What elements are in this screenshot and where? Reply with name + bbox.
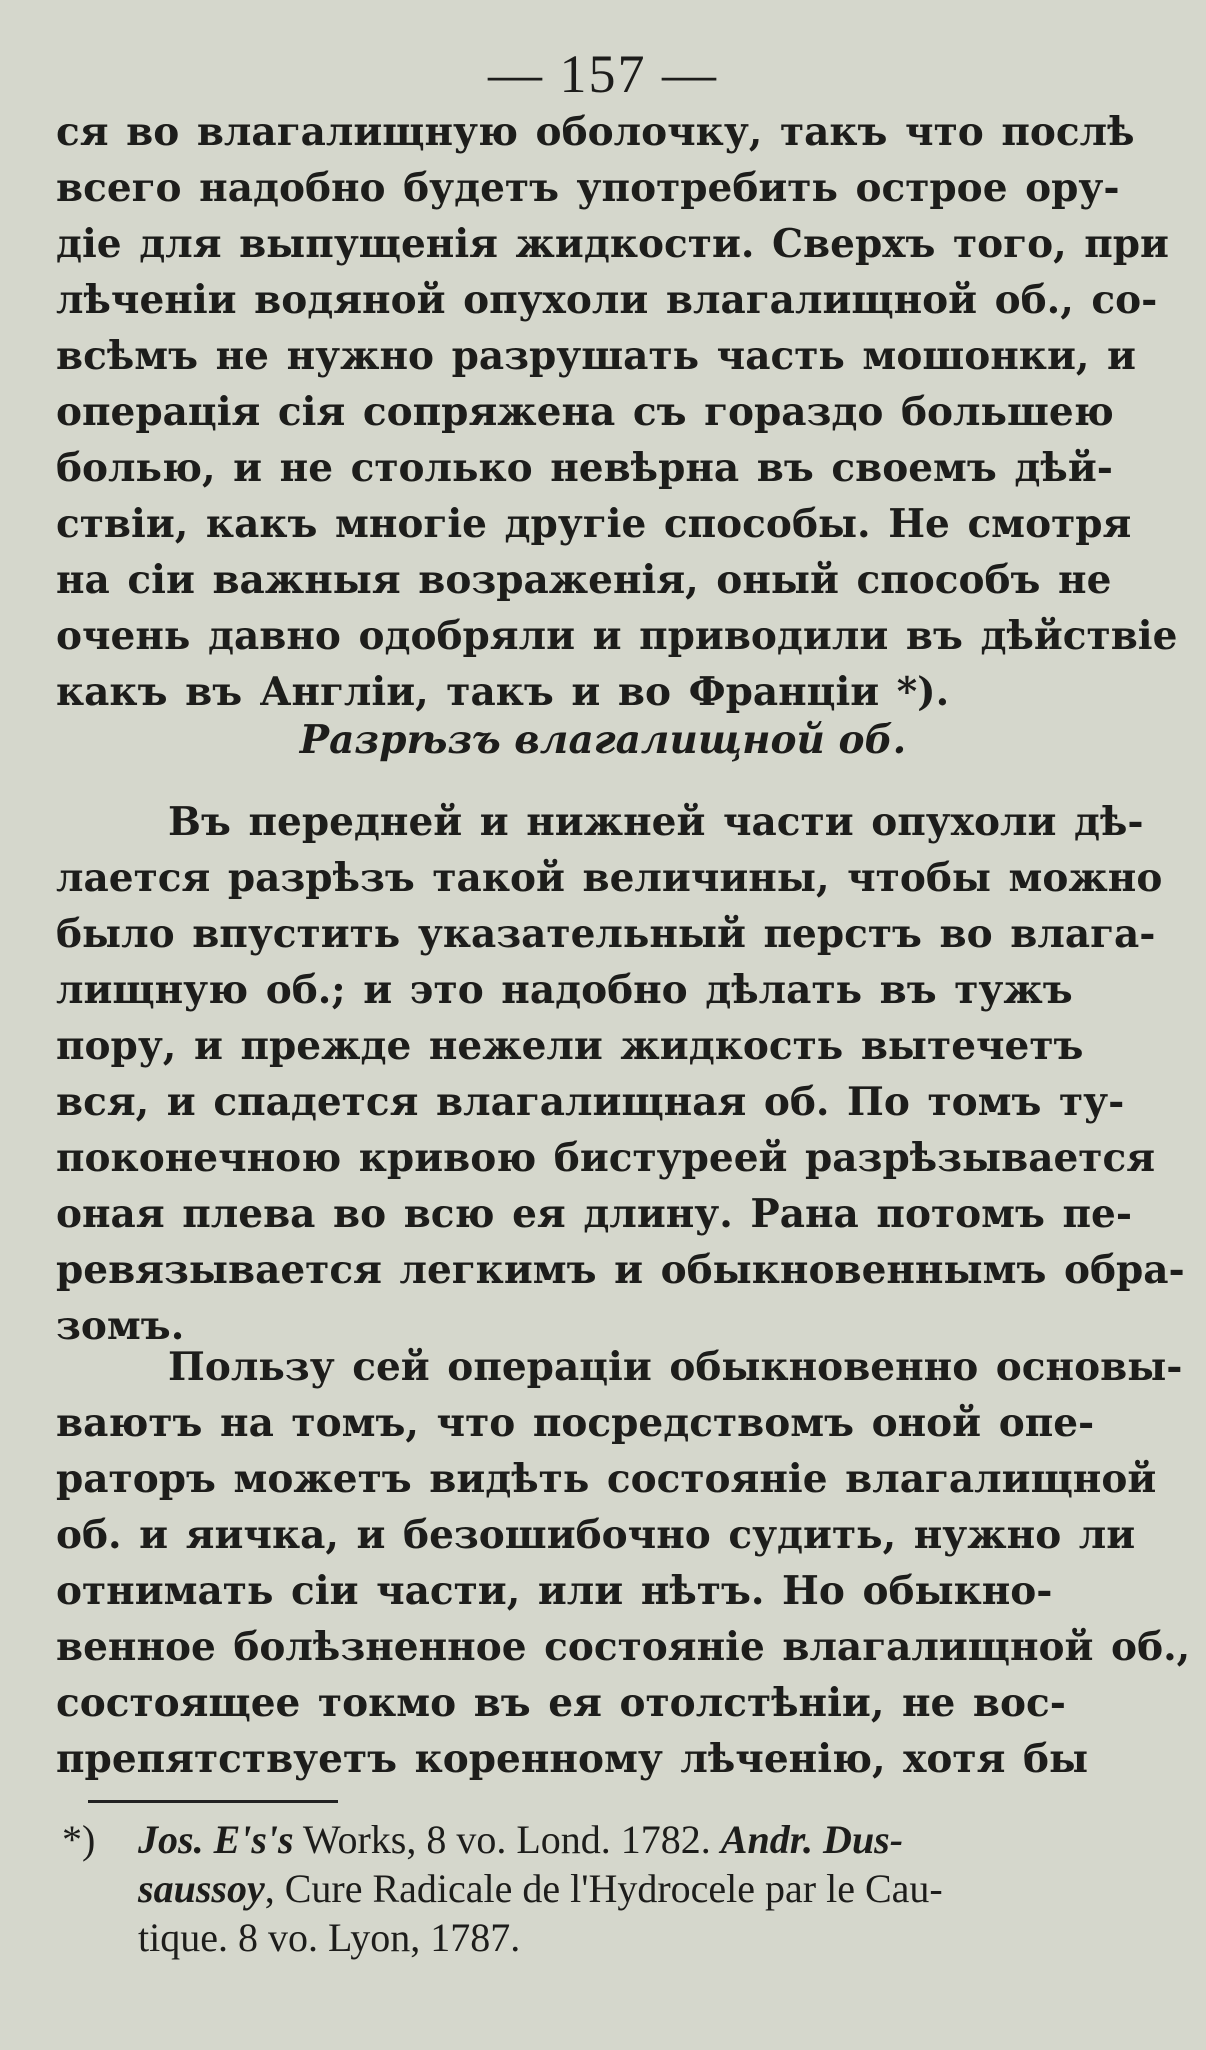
footnote-line — [62, 1864, 1142, 1913]
text-line: отнимать сіи части, или нѣтъ. Но обыкно- — [56, 1568, 1053, 1614]
text-line: поконечною кривою бистуреей разрѣзывается — [56, 1135, 1156, 1181]
text-line: Пользу сей операціи обыкновенно основы- — [168, 1344, 1183, 1390]
text-line: вся, и спадется влагалищная об. По томъ ту- — [56, 1079, 1125, 1125]
text-line: болью, и не столько невѣрна въ своемъ дѣй- — [56, 445, 1113, 491]
text-line: какъ въ Англіи, такъ и во Франціи *). — [56, 669, 950, 715]
footnote-author: Jos. E's's — [138, 1817, 294, 1862]
text-line: зомъ. — [56, 1303, 185, 1349]
footnote-line: tique. 8 vo. Lyon, 1787. — [138, 1915, 521, 1960]
text-line: препятствуетъ коренному лѣченію, хотя бы — [56, 1736, 1089, 1782]
text-line: діе для выпущенія жидкости. Сверхъ того, при — [56, 221, 1169, 267]
text-line: лается разрѣзъ такой величины, чтобы можно — [56, 855, 1163, 901]
footnote-marker: *) — [62, 1817, 96, 1862]
section-paragraph-incision — [56, 794, 1185, 1354]
text-line: ваютъ на томъ, что посредствомъ оной опе- — [56, 1400, 1095, 1446]
text-line: операція сія сопряжена съ гораздо большею — [56, 389, 1114, 435]
text-line: лѣченіи водяной опухоли влагалищной об., со- — [56, 277, 1158, 323]
text-line: Въ передней и нижней части опухоли дѣ- — [168, 799, 1144, 845]
text-line: венное болѣзненное состояніе влагалищной об., — [56, 1624, 1191, 1670]
text-line: было впустить указательный перстъ во влага- — [56, 911, 1156, 957]
text-line: на сіи важныя возраженія, оный способъ не — [56, 557, 1112, 603]
footnote-author: saussoy — [138, 1866, 265, 1911]
text-line: ся во влагалищную оболочку, такъ что послѣ — [56, 109, 1135, 155]
text-line: очень давно одобряли и приводили въ дѣйствіе — [56, 613, 1178, 659]
text-line: всего надобно будетъ употребить острое ору- — [56, 165, 1120, 211]
footnote-author: Andr. Dus- — [720, 1817, 904, 1862]
text-line: состоящее токмо въ ея отолстѣніи, не вос- — [56, 1680, 1066, 1726]
text-line: всѣмъ не нужно разрушать часть мошонки, и — [56, 333, 1136, 379]
footnote-line — [62, 1815, 1142, 1864]
text-line: пору, и прежде нежели жидкость вытечетъ — [56, 1023, 1084, 1069]
footnote-divider — [88, 1800, 338, 1803]
text-line: ревязывается легкимъ и обыкновеннымъ обра- — [56, 1247, 1185, 1293]
section-paragraph-benefit — [56, 1339, 1191, 1787]
text-line: об. и яичка, и безошибочно судить, нужно ли — [56, 1512, 1136, 1558]
footnote-citation: Works, 8 vo. Lond. 1782. — [293, 1817, 721, 1862]
section-heading: Разрѣзъ влагалищной об. — [299, 717, 907, 763]
text-line: оная плева во всю ея длину. Рана потомъ пе- — [56, 1191, 1133, 1237]
footnote — [62, 1815, 1142, 1962]
paragraph-continuation — [56, 104, 1178, 720]
text-line: ствіи, какъ многіе другіе способы. Не смотря — [56, 501, 1132, 547]
page-number: — 157 — — [488, 44, 718, 104]
text-line: лищную об.; и это надобно дѣлать въ тужъ — [56, 967, 1073, 1013]
footnote-citation: , Cure Radicale de l'Hydrocele par le Cau- — [264, 1866, 943, 1911]
text-line: раторъ можетъ видѣть состояніе влагалищной — [56, 1456, 1157, 1502]
